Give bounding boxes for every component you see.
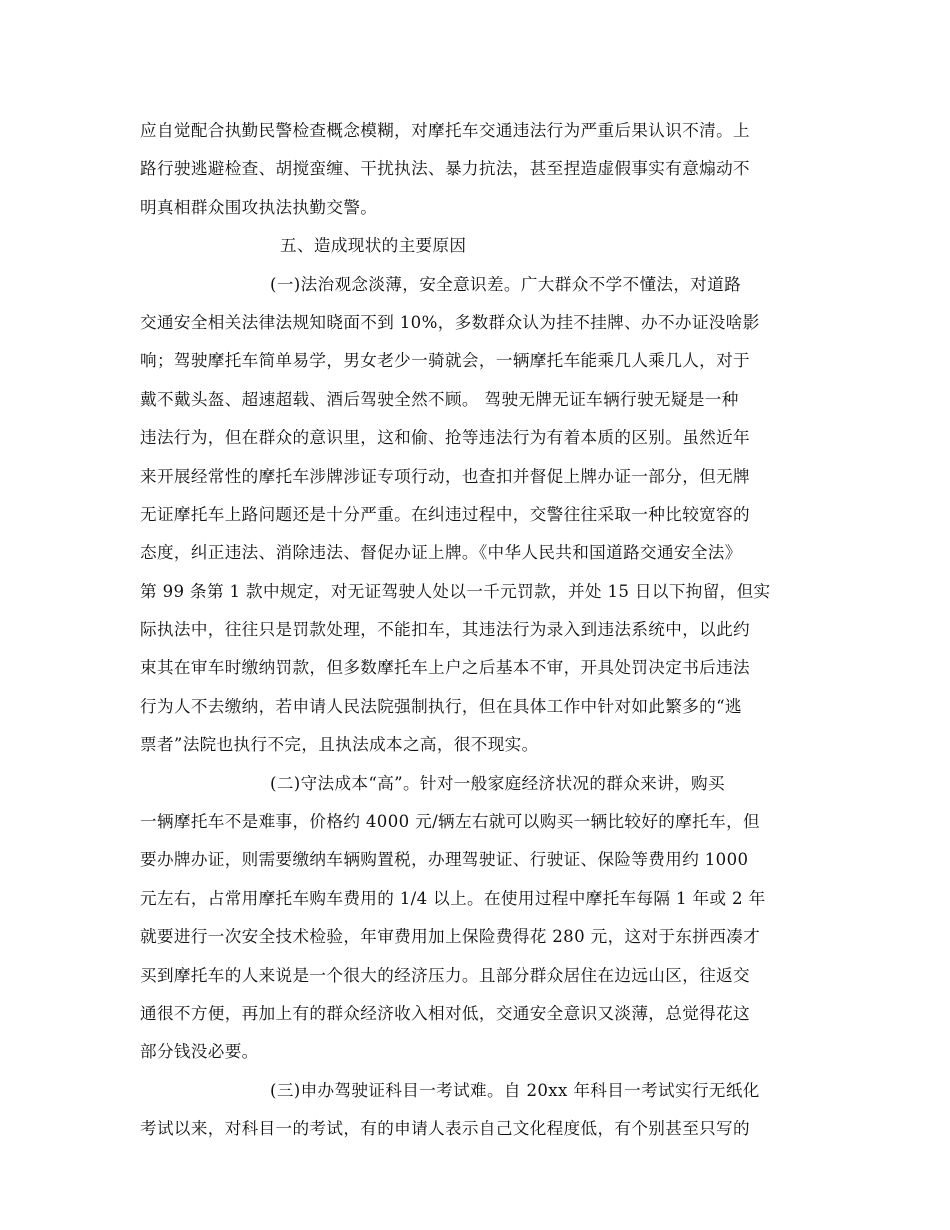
text-line: 元左右，占常用摩托车购车费用的 1/4 以上。在使用过程中摩托车每隔 1 年或 2 年 <box>140 888 766 908</box>
text-line: 一辆摩托车不是难事，价格约 4000 元/辆左右就可以购买一辆比较好的摩托车，但 <box>140 812 760 832</box>
text-line: 明真相群众围攻执法执勤交警。 <box>140 197 378 217</box>
text-line: 就要进行一次安全技术检验，年审费用加上保险费得花 280 元，这对于东拼西凑才 <box>140 927 761 947</box>
text-line: 考试以来，对科目一的考试，有的申请人表示自己文化程度低，有个别甚至只写的 <box>140 1119 750 1139</box>
text-line: 戴不戴头盔、超速超载、酒后驾驶全然不顾。 驾驶无牌无证车辆行驶无疑是一种 <box>140 389 739 409</box>
text-line: 际执法中，往往只是罚款处理，不能扣车，其违法行为录入到违法系统中，以此约 <box>140 620 750 640</box>
text-line: 交通安全相关法律法规知晓面不到 10%，多数群众认为挂不挂牌、办不办证没啥影 <box>140 312 760 332</box>
text-line: 通很不方便，再加上有的群众经济收入相对低，交通安全意识又淡薄，总觉得花这 <box>140 1003 750 1023</box>
text-line: 违法行为，但在群众的意识里，这和偷、抢等违法行为有着本质的区别。虽然近年 <box>140 428 750 448</box>
text-line: 买到摩托车的人来说是一个很大的经济压力。且部分群众居住在边远山区，往返交 <box>140 965 750 985</box>
paragraph-first-line: (一)法治观念淡薄，安全意识差。广大群众不学不懂法，对道路 <box>270 274 742 294</box>
text-line: 第 99 条第 1 款中规定，对无证驾驶人处以一千元罚款，并处 15 日以下拘留，但实 <box>140 581 771 601</box>
text-line: 来开展经常性的摩托车涉牌涉证专项行动，也查扣并督促上牌办证一部分，但无牌 <box>140 466 750 486</box>
document-body <box>140 112 812 1149</box>
text-line: 应自觉配合执勤民警检查概念模糊，对摩托车交通违法行为严重后果认识不清。上 <box>140 121 750 140</box>
text-line: 路行驶逃避检查、胡搅蛮缠、干扰执法、暴力抗法，甚至捏造虚假事实有意煽动不 <box>140 159 750 179</box>
section-heading: 五、造成现状的主要原因 <box>280 236 467 256</box>
text-line: 态度，纠正违法、消除违法、督促办证上牌。《中华人民共和国道路交通安全法》 <box>140 543 742 563</box>
text-line: 部分钱没必要。 <box>140 1042 259 1062</box>
paragraph-first-line: (二)守法成本“高”。针对一般家庭经济状况的群众来讲，购买 <box>270 773 725 793</box>
text-line: 无证摩托车上路问题还是十分严重。在纠违过程中，交警往往采取一种比较宽容的 <box>140 504 750 524</box>
text-line: 要办牌办证，则需要缴纳车辆购置税，办理驾驶证、行驶证、保险等费用约 1000 <box>140 850 749 870</box>
text-line: 票者”法院也执行不完，且执法成本之高，很不现实。 <box>140 735 539 755</box>
text-line: 响；驾驶摩托车简单易学，男女老少一骑就会，一辆摩托车能乘几人乘几人，对于 <box>140 351 750 371</box>
text-line: 束其在审车时缴纳罚款，但多数摩托车上户之后基本不审，开具处罚决定书后违法 <box>140 658 750 678</box>
paragraph-first-line: (三)申办驾驶证科目一考试难。自 20xx 年科目一考试实行无纸化 <box>270 1080 760 1100</box>
text-line: 行为人不去缴纳，若申请人民法院强制执行，但在具体工作中针对如此繁多的“逃 <box>140 696 742 716</box>
